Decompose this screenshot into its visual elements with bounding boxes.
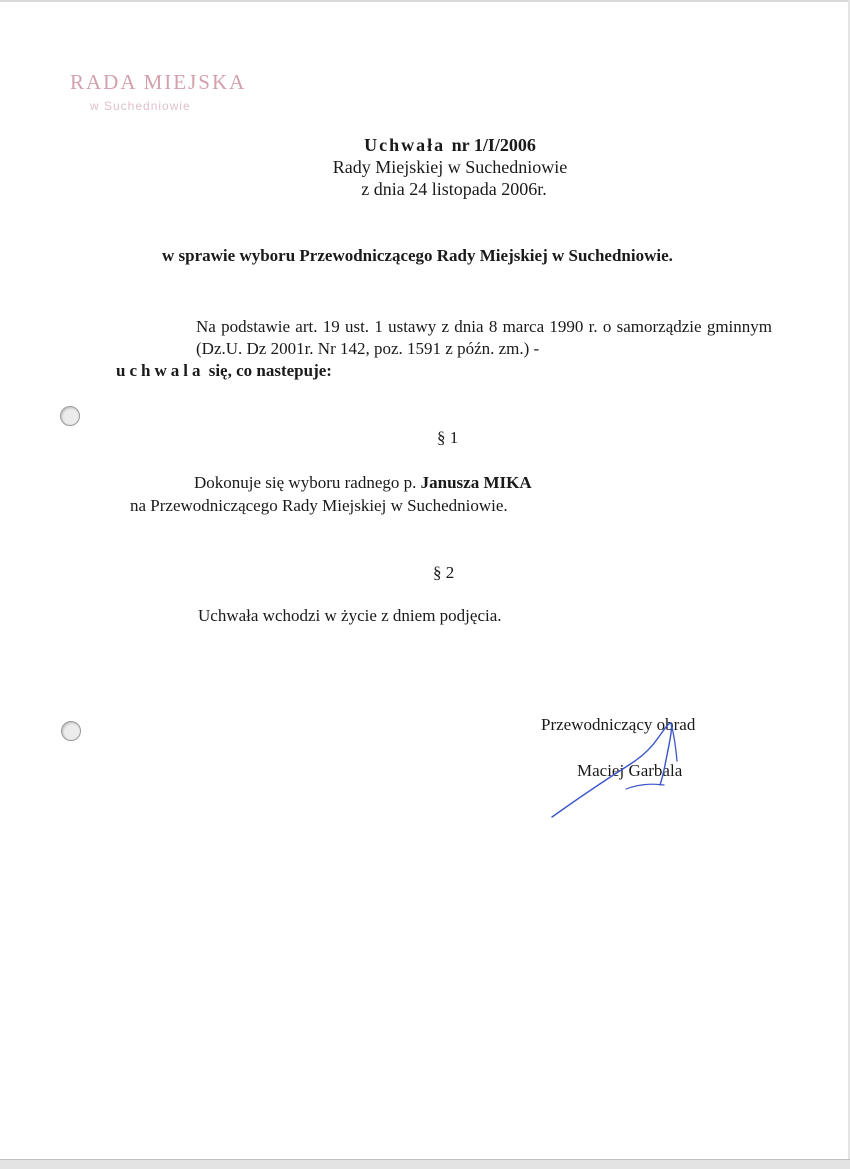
stamp-line-1: RADA MIEJSKA: [70, 70, 247, 94]
signatory-role: Przewodniczący obrad: [541, 715, 696, 734]
resolves-line: [116, 360, 772, 382]
signatory-name: Maciej Garbala: [577, 761, 683, 780]
council-name: Rady Miejskiej w Suchedniowie: [332, 157, 568, 177]
resolution-date: z dnia 24 listopada 2006r.: [361, 179, 547, 199]
resolves-word: uchwala: [116, 361, 205, 380]
scan-edge-top: [0, 0, 850, 2]
legal-basis-text: Na podstawie art. 19 ust. 1 ustawy z dnia 8 marca 1990 r. o samorządzie gminnym (Dz.U. Dz 2001r. Nr 142, poz. 1591 z późn. zm.) -: [196, 317, 772, 358]
resolution-subject: w sprawie wyboru Przewodniczącego Rady Miejskiej w Suchedniowie.: [162, 246, 673, 265]
section-1-line-2: na Przewodniczącego Rady Miejskiej w Suchedniowie.: [130, 496, 508, 515]
stamp-line-2: w Suchedniowie: [90, 99, 191, 113]
section-1-text: [130, 471, 532, 517]
councillor-name: Janusza MIKA: [420, 473, 532, 492]
resolution-number: nr 1/I/2006: [451, 135, 536, 155]
section-1-intro: Dokonuje się wyboru radnego p.: [194, 473, 421, 492]
resolves-tail: się, co nastepuje:: [204, 361, 332, 380]
section-2-sign: § 2: [433, 563, 455, 582]
section-1-sign: § 1: [437, 428, 459, 447]
resolution-heading: [230, 134, 670, 156]
punch-hole: [60, 406, 80, 426]
document-title: [230, 134, 670, 200]
scan-edge-bottom: [0, 1160, 850, 1169]
punch-hole: [61, 721, 81, 741]
legal-basis-paragraph: [116, 316, 772, 382]
section-2-text: Uchwała wchodzi w życie z dniem podjęcia.: [198, 606, 502, 625]
resolution-word: Uchwała: [364, 135, 446, 155]
handwritten-signature: [540, 705, 740, 835]
